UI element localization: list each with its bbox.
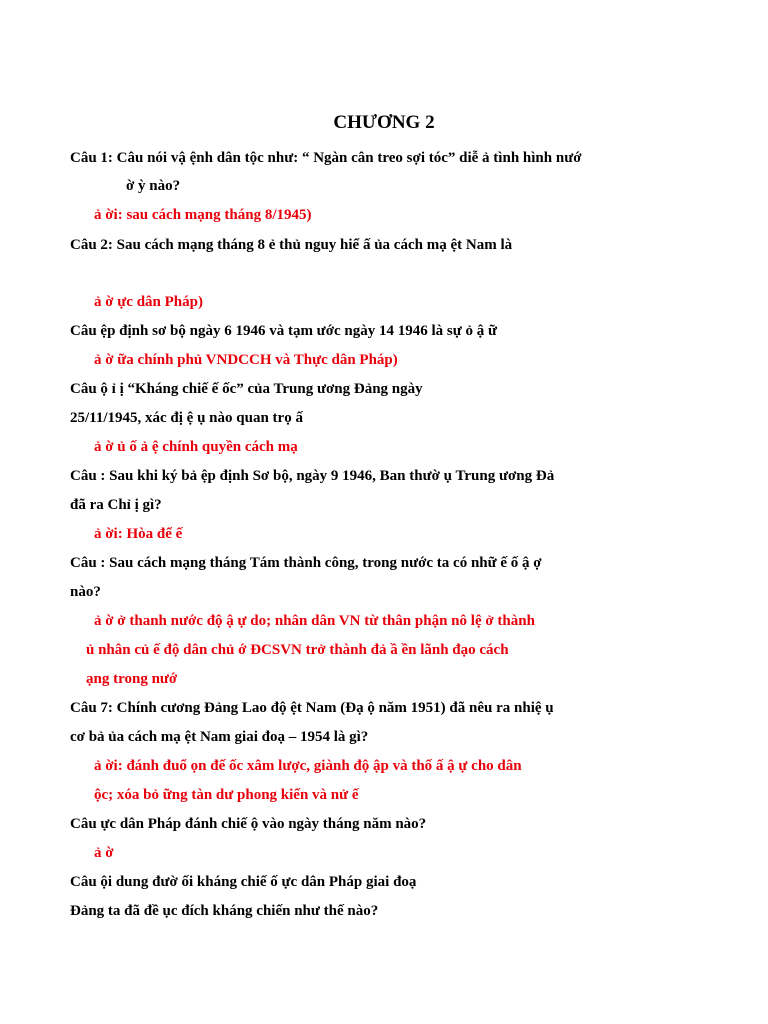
question-line: cơ bả ủa cách mạ ệt Nam giai đoạ – 1954 là gì?	[70, 729, 369, 745]
answer-line: ạng trong nướ	[86, 671, 178, 687]
answer-line: ả ời: sau cách mạng tháng 8/1945)	[94, 207, 312, 223]
question-line: 25/11/1945, xác đị ệ ụ nào quan trọ ấ	[70, 410, 303, 426]
answer-line: ả ờ ữa chính phủ VNDCCH và Thực dân Pháp)	[94, 352, 398, 368]
answer-line: ả ời: đánh đuổ ọn đế ốc xâm lược, giành độ ập và thố ấ ậ ự cho dân	[94, 758, 522, 774]
answer-line: ộc; xóa bỏ ững tàn dư phong kiến và nử ế	[94, 787, 359, 803]
question-line: Câu ệp định sơ bộ ngày 6 1946 và tạm ước ngày 14 1946 là sự ỏ ậ ữ	[70, 323, 498, 339]
answer-line: ả ờ ở thanh nước độ ậ ự do; nhân dân VN từ thân phận nô lệ ở thành	[94, 613, 535, 629]
question-line: Đảng ta đã đề ục đích kháng chiến như thế nào?	[70, 903, 379, 919]
question-line: Câu ực dân Pháp đánh chiế ộ vào ngày tháng năm nào?	[70, 816, 427, 832]
answer-line: ủ nhân củ ế độ dân chủ ớ ĐCSVN trở thành đả ầ ền lãnh đạo cách	[86, 642, 509, 658]
answer-line: ả ờ ủ ố ả ệ chính quyền cách mạ	[94, 439, 298, 455]
question-line: Câu : Sau cách mạng tháng Tám thành công, trong nước ta có nhữ ế ố ậ ợ	[70, 555, 542, 571]
chapter-title: CHƯƠNG 2	[333, 112, 435, 133]
question-line: Câu 2: Sau cách mạng tháng 8 ẻ thủ nguy hiể ấ ủa cách mạ ệt Nam là	[70, 237, 513, 253]
question-line: Câu ội dung đườ ối kháng chiế ố ực dân Pháp giai đoạ	[70, 874, 417, 890]
question-line: đã ra Chỉ ị gì?	[70, 497, 162, 513]
answer-line: ả ời: Hòa để ế	[94, 526, 183, 542]
question-line: Câu 1: Câu nói vậ ệnh dân tộc như: “ Ngàn cân treo sợi tóc” diễ ả tình hình nướ	[70, 150, 582, 166]
question-line: nào?	[70, 584, 101, 600]
question-line: Câu : Sau khi ký bả ệp định Sơ bộ, ngày 9 1946, Ban thườ ụ Trung ương Đả	[70, 468, 555, 484]
question-line: ờ ỳ nào?	[126, 178, 181, 194]
answer-line: ả ờ ực dân Pháp)	[94, 294, 203, 310]
question-line: Câu ộ ỉ ị “Kháng chiế ế ốc” của Trung ương Đảng ngày	[70, 381, 423, 397]
answer-line: ả ờ	[94, 845, 114, 861]
question-line: Câu 7: Chính cương Đảng Lao độ ệt Nam (Đạ ộ năm 1951) đã nêu ra nhiệ ụ	[70, 700, 554, 716]
